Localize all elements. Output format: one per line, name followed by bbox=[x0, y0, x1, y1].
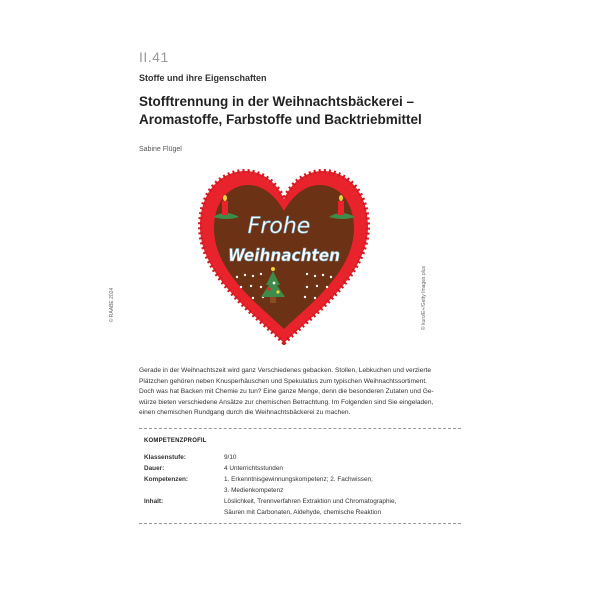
intro-line-1: Gerade in der Weihnachtszeit wird ganz Verschiedenes gebacken. Stollen, Lebkuchen und verzierte bbox=[139, 367, 432, 374]
author-name: Sabine Flügel bbox=[139, 146, 182, 153]
intro-line-4: würze bieten verschiedene Ansätze zur chemischen Betrachtung. Im Folgenden sind Sie eingeladen, bbox=[139, 398, 434, 406]
gingerbread-heart-image bbox=[195, 165, 373, 345]
profile-value: 4 Unterrichtsstunden bbox=[224, 465, 283, 472]
profile-value: 1. Erkenntnisgewinnungskompetenz; 2. Fachwissen; bbox=[224, 476, 373, 483]
profile-label: Kompetenzen: bbox=[144, 476, 189, 483]
profile-value: 9/10 bbox=[224, 454, 237, 461]
category-label: Stoffe und ihre Eigenschaften bbox=[139, 73, 267, 83]
profile-value: Löslichkeit, Trennverfahren Extraktion und Chromatographie, bbox=[224, 498, 397, 505]
copyright-vertical: © RAABE 2024 bbox=[109, 287, 115, 323]
profile-value: 3. Medienkompetenz bbox=[224, 487, 284, 494]
intro-line-5: einen chemischen Rundgang durch die Weihnachtsbäckerei zu machen. bbox=[139, 409, 351, 416]
page-title bbox=[139, 93, 469, 129]
profile-label: Inhalt: bbox=[144, 498, 164, 505]
title-line-1: Stofftrennung in der Weihnachtsbäckerei – bbox=[139, 94, 415, 109]
profile-bottom-divider bbox=[139, 523, 461, 524]
title-line-2: Aromastoffe, Farbstoffe und Backtriebmittel bbox=[139, 112, 422, 127]
heart-text-line1: Frohe bbox=[247, 214, 311, 239]
profile-value: Säuren mit Carbonaten, Aldehyde, chemische Reaktion bbox=[224, 509, 382, 516]
intro-line-3: Doch was hat Backen mit Chemie zu tun? Eine ganze Menge, denn die besonderen Zutaten und Ge- bbox=[139, 388, 434, 395]
profile-label: Dauer: bbox=[144, 465, 165, 472]
heart-text-line2: Weihnachten bbox=[228, 246, 340, 266]
profile-title: KOMPETENZPROFIL bbox=[144, 438, 207, 444]
profile-top-divider bbox=[139, 428, 461, 429]
intro-line-2: Plätzchen gehören neben Knusperhäuschen und Spekulatius zum typischen Weihnachtssortiment. bbox=[139, 377, 427, 385]
profile-label: Klassenstufe: bbox=[144, 454, 186, 461]
intro-paragraph bbox=[139, 366, 459, 419]
photo-credit-vertical: © kuro/E+/Getty Images plus bbox=[421, 265, 427, 331]
unit-code: II.41 bbox=[139, 49, 169, 65]
